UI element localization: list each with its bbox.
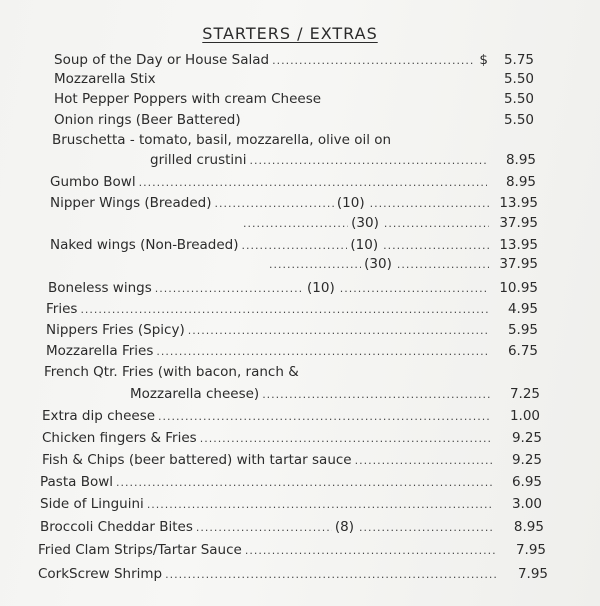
menu-item-nipper-wings [50, 195, 538, 215]
menu-item-mozzarella-stix [54, 71, 534, 91]
item-price: 8.95 [513, 519, 544, 535]
item-name: Gumbo Bowl [50, 174, 136, 190]
item-price: 7.95 [515, 542, 546, 558]
item-name: Chicken fingers & Fries [42, 430, 197, 446]
item-price: 9.25 [511, 452, 542, 468]
item-name: Naked wings (Non-Breaded) [50, 237, 239, 253]
item-name: Mozzarella Stix [54, 71, 156, 87]
menu-item-fries [46, 301, 538, 321]
menu-item-bruschetta-cont [150, 152, 536, 172]
menu-item-naked-wings [50, 237, 538, 257]
menu-item-side-linguini [40, 496, 542, 516]
item-name: Side of Linguini [40, 496, 144, 512]
menu-item-pasta-bowl [40, 474, 542, 494]
dot-leader [242, 239, 348, 252]
item-name: grilled crustini [150, 152, 247, 168]
item-name: Nippers Fries (Spicy) [46, 322, 185, 338]
item-price: 7.25 [509, 386, 540, 402]
item-price: 4.95 [507, 301, 538, 317]
item-name: Extra dip cheese [42, 408, 156, 424]
item-price: 1.00 [509, 408, 540, 424]
dot-leader [243, 217, 348, 230]
item-price: 5.50 [503, 112, 534, 128]
item-price: 37.95 [499, 215, 538, 231]
dot-leader [359, 521, 495, 534]
menu-item-soup-salad [54, 52, 534, 72]
menu-item-fried-clam-strips [38, 542, 546, 562]
dot-leader [147, 498, 493, 511]
item-price: 5.95 [507, 322, 538, 338]
dot-leader [383, 239, 489, 252]
item-price: 13.95 [499, 195, 538, 211]
item-price: 3.00 [511, 496, 542, 512]
item-price: 6.75 [507, 343, 538, 359]
item-name: Hot Pepper Poppers with cream Cheese [54, 91, 322, 107]
menu-item-naked-wings-30 [266, 256, 538, 276]
item-price: 7.95 [517, 566, 548, 582]
dot-leader [196, 521, 332, 534]
item-name: Mozzarella Fries [46, 343, 154, 359]
item-price: 5.50 [503, 91, 534, 107]
menu-item-onion-rings [54, 112, 534, 132]
item-size: (10) [350, 237, 379, 253]
dot-leader [262, 388, 491, 401]
item-price: 6.95 [511, 474, 542, 490]
item-price: 8.95 [505, 174, 536, 190]
item-name: CorkScrew Shrimp [38, 566, 163, 582]
dot-leader [116, 476, 493, 489]
dot-leader [200, 432, 493, 445]
menu-item-chicken-fingers [42, 430, 542, 450]
item-size: (8) [334, 519, 354, 535]
menu-item-fish-chips [42, 452, 542, 472]
item-name: Soup of the Day or House Salad [54, 52, 270, 68]
item-name: Mozzarella cheese) [130, 386, 260, 402]
dot-leader [165, 568, 499, 581]
menu-item-gumbo-bowl [50, 174, 536, 194]
item-price: 13.95 [499, 237, 538, 253]
item-price: 37.95 [499, 256, 538, 272]
item-name: Fish & Chips (beer battered) with tartar sauce [42, 452, 352, 468]
item-size: (30) [351, 215, 379, 231]
item-name: French Qtr. Fries (with bacon, ranch & [44, 364, 299, 380]
menu-item-broccoli-bites [40, 519, 544, 539]
item-price: 8.95 [505, 152, 536, 168]
dot-leader [80, 303, 489, 316]
item-name: Broccoli Cheddar Bites [40, 519, 193, 535]
item-name: Boneless wings [48, 280, 152, 296]
item-name: Fried Clam Strips/Tartar Sauce [38, 542, 242, 558]
dot-leader [139, 176, 487, 189]
item-name: Bruschetta - tomato, basil, mozzarella, olive oil on [52, 132, 392, 148]
item-price: 5.50 [503, 71, 534, 87]
menu-item-nippers-fries [46, 322, 538, 342]
item-name: Pasta Bowl [40, 474, 114, 490]
item-size: (10) [307, 280, 335, 296]
item-price: 9.25 [511, 430, 542, 446]
item-price: 5.75 [503, 52, 534, 68]
item-name: Nipper Wings (Breaded) [50, 195, 212, 211]
dot-leader [156, 345, 489, 358]
dot-leader [188, 324, 489, 337]
dot-leader [272, 54, 474, 67]
dot-leader [355, 454, 493, 467]
dot-leader [397, 258, 489, 271]
item-price: 10.95 [499, 280, 538, 296]
menu-item-extra-dip-cheese [42, 408, 540, 428]
dot-leader [155, 282, 304, 295]
item-size: (10) [336, 195, 365, 211]
item-name: Fries [46, 301, 78, 317]
menu-item-mozzarella-fries [46, 343, 538, 363]
menu-title: STARTERS / EXTRAS [202, 24, 378, 43]
dot-leader [245, 544, 497, 557]
dot-leader [158, 410, 491, 423]
menu-item-boneless-wings [48, 280, 538, 300]
dot-leader [269, 258, 361, 271]
menu-item-corkscrew-shrimp [38, 566, 548, 586]
menu-item-french-qtr-fries [44, 364, 524, 384]
menu-item-french-qtr-fries-cont [130, 386, 540, 406]
dot-leader [214, 197, 333, 210]
dot-leader [370, 197, 489, 210]
dot-leader [249, 154, 487, 167]
menu-item-nipper-wings-30 [240, 215, 538, 235]
item-size: (30) [364, 256, 392, 272]
menu-item-hot-pepper-poppers [54, 91, 534, 111]
currency-symbol: $ [479, 52, 488, 68]
dot-leader [340, 282, 489, 295]
menu-item-bruschetta [52, 132, 532, 152]
dot-leader [384, 217, 489, 230]
item-name: Onion rings (Beer Battered) [54, 112, 241, 128]
